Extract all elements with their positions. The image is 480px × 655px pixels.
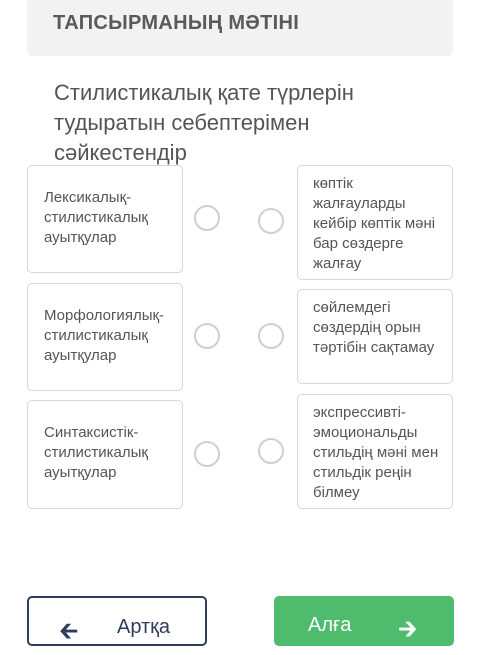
back-button[interactable] [27, 596, 207, 646]
right-radio-3[interactable] [258, 438, 284, 464]
right-item-word-order[interactable] [297, 289, 453, 384]
task-header [27, 0, 453, 56]
left-item-syntactic[interactable] [27, 400, 183, 509]
right-radio-2[interactable] [258, 323, 284, 349]
left-item-label: Морфологиялық-стилистикалық ауытқулар [44, 307, 165, 364]
right-item-expressive[interactable] [297, 394, 453, 509]
question-text: Стилистикалық қате түрлерін тудыратын себептерімен сәйкестендір [54, 80, 354, 165]
next-button-label: Алға [308, 614, 352, 636]
left-radio-2[interactable] [194, 323, 220, 349]
arrow-right-icon: 🡲 [398, 616, 418, 643]
right-radio-1[interactable] [258, 208, 284, 234]
task-header-title: ТАПСЫРМАНЫҢ МӘТІНІ [53, 12, 300, 34]
right-item-label: сөйлемдегі сөздердің орын тәртібін сақтамау [313, 299, 435, 356]
right-item-label: көптік жалғауларды кейбір көптік мәні бар сөздерге жалғау [313, 175, 436, 272]
back-button-label: Артқа [117, 616, 171, 638]
next-button[interactable] [274, 596, 454, 646]
arrow-left-icon: 🡰 [59, 618, 79, 645]
right-item-plural[interactable] [297, 165, 453, 280]
right-item-label: экспрессивті-эмоциональды стильдің мәні мен стильдік реңін білмеу [313, 404, 439, 501]
left-radio-1[interactable] [194, 205, 220, 231]
left-item-lexical[interactable] [27, 165, 183, 273]
left-item-label: Лексикалық-стилистикалық ауытқулар [44, 189, 148, 246]
left-radio-3[interactable] [194, 441, 220, 467]
left-item-morphological[interactable] [27, 283, 183, 391]
left-item-label: Синтаксистік-стилистикалық ауытқулар [44, 424, 148, 481]
